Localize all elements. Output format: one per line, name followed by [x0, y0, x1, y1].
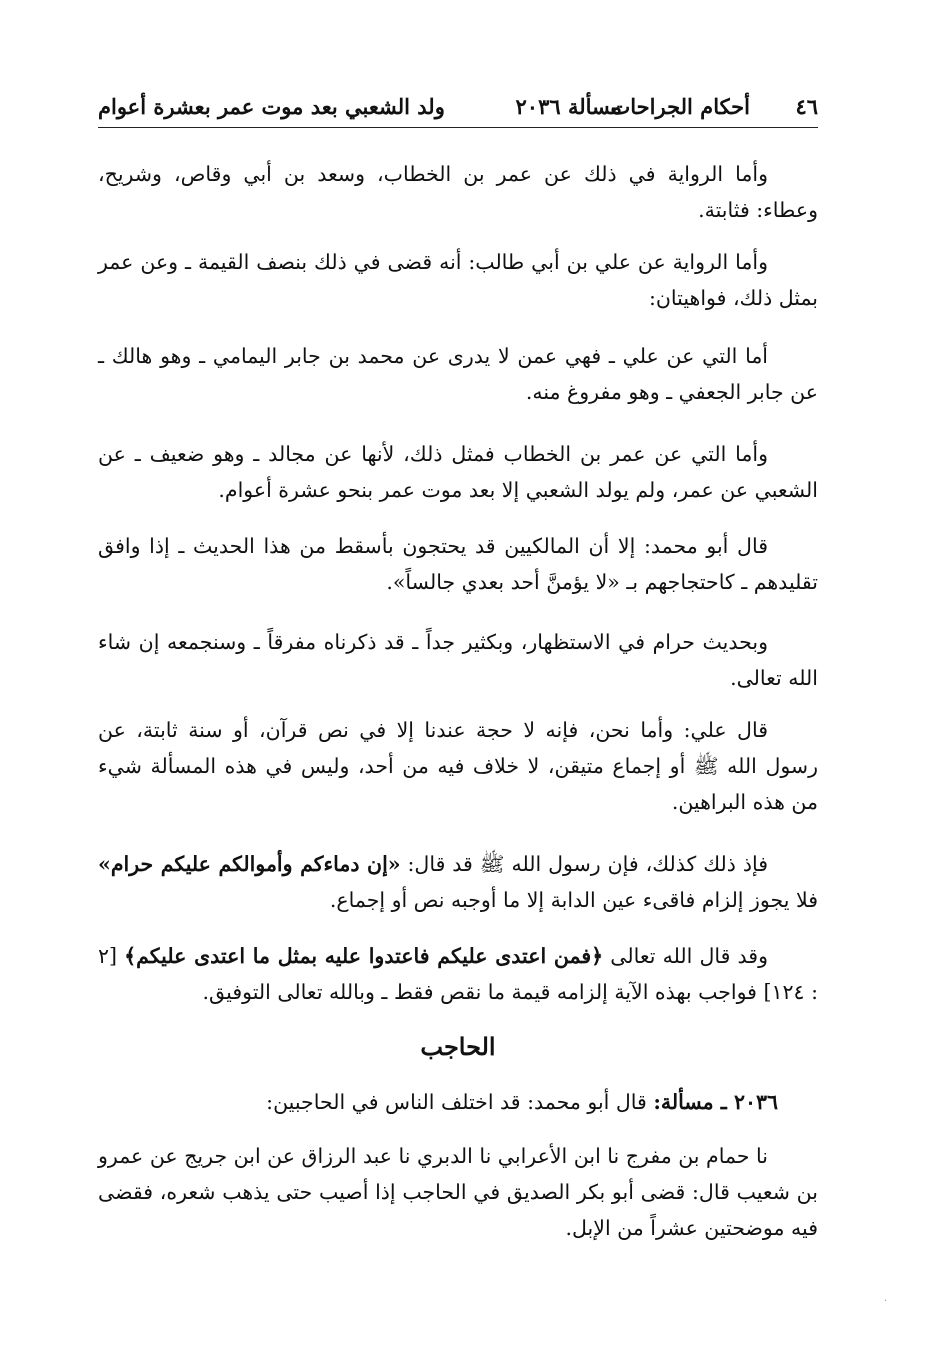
hadith-quote: «إن دماءكم وأموالكم عليكم حرام»: [98, 852, 401, 876]
section-title: الحاجب: [420, 1032, 496, 1061]
issue-number: ٢٠٣٦ ـ مسألة:: [653, 1090, 778, 1114]
paragraph-4: وأما التي عن عمر بن الخطاب فمثل ذلك، لأنها عن مجالد ـ وهو ضعيف ـ عن الشعبي عن عمر، ولم يولد الشعبي إلا بعد موت عمر بنحو عشرة أعوام.: [98, 442, 818, 502]
paragraph-1: وأما الرواية في ذلك عن عمر بن الخطاب، وسعد بن أبي وقاص، وشريح، وعطاء: فثابتة.: [98, 162, 818, 222]
paragraph-10: نا حمام بن مفرج نا ابن الأعرابي نا الدبري نا عبد الرزاق عن ابن جريج عن عمرو بن شعيب قال: قضى أبو بكر الصديق في الحاجب إذا أصيب حتى يذهب شعره، فقضى فيه موضحتين عشراً من الإبل.: [98, 1144, 818, 1240]
header-rule: [98, 127, 818, 128]
issue-text: قال أبو محمد: قد اختلف الناس في الحاجبين:: [266, 1090, 654, 1114]
page-number: ٤٦: [795, 94, 818, 119]
issue-heading: [98, 1084, 818, 1120]
paragraph-3: أما التي عن علي ـ فهي عمن لا يدرى عن محمد بن جابر اليمامي ـ وهو هالك ـ عن جابر الجعفي ـ وهو مفروغ منه.: [98, 344, 818, 404]
paragraph-2: وأما الرواية عن علي بن أبي طالب: أنه قضى في ذلك بنصف القيمة ـ وعن عمر بمثل ذلك، فواهيتان:: [98, 250, 818, 310]
page-speck: ·: [884, 1296, 888, 1307]
running-header: [98, 92, 818, 126]
header-topic: ولد الشعبي بعد موت عمر بعشرة أعوام: [98, 94, 445, 119]
book-title: أحكام الجراحات: [610, 94, 750, 119]
paragraph-5: قال أبو محمد: إلا أن المالكيين قد يحتجون بأسقط من هذا الحديث ـ إذا وافق تقليدهم ـ كاحتجاجهم بـ «لا يؤمنَّ أحد بعدي جالساً».: [98, 534, 818, 594]
paragraph-7: قال علي: وأما نحن، فإنه لا حجة عندنا إلا في نص قرآن، أو سنة ثابتة، عن رسول الله ﷺ أو إجماع متيقن، لا خلاف فيه من أحد، وليس في هذه المسألة شيء من هذه البراهين.: [98, 718, 819, 814]
issue-reference: مسألة ٢٠٣٦: [515, 94, 622, 119]
paragraph-9: وقد قال الله تعالى ﴿فمن اعتدى عليكم فاعتدوا عليه بمثل ما اعتدى عليكم﴾ [٢ : ١٢٤] فواجب بهذه الآية إلزامه قيمة ما نقص فقط ـ وبالله تعالى التوفيق.: [98, 944, 818, 1004]
paragraph-6: وبحديث حرام في الاستظهار، وبكثير جداً ـ قد ذكرناه مفرقاً ـ وسنجمعه إن شاء الله تعالى.: [98, 630, 818, 690]
paragraph-8: فإذ ذلك كذلك، فإن رسول الله ﷺ قد قال: «إن دماءكم وأموالكم عليكم حرام» فلا يجوز إلزام فاقىء عين الدابة إلا ما أوجبه نص أو إجماع.: [98, 852, 818, 912]
quran-verse: ﴿فمن اعتدى عليكم فاعتدوا عليه بمثل ما اعتدى عليكم﴾: [124, 944, 604, 968]
